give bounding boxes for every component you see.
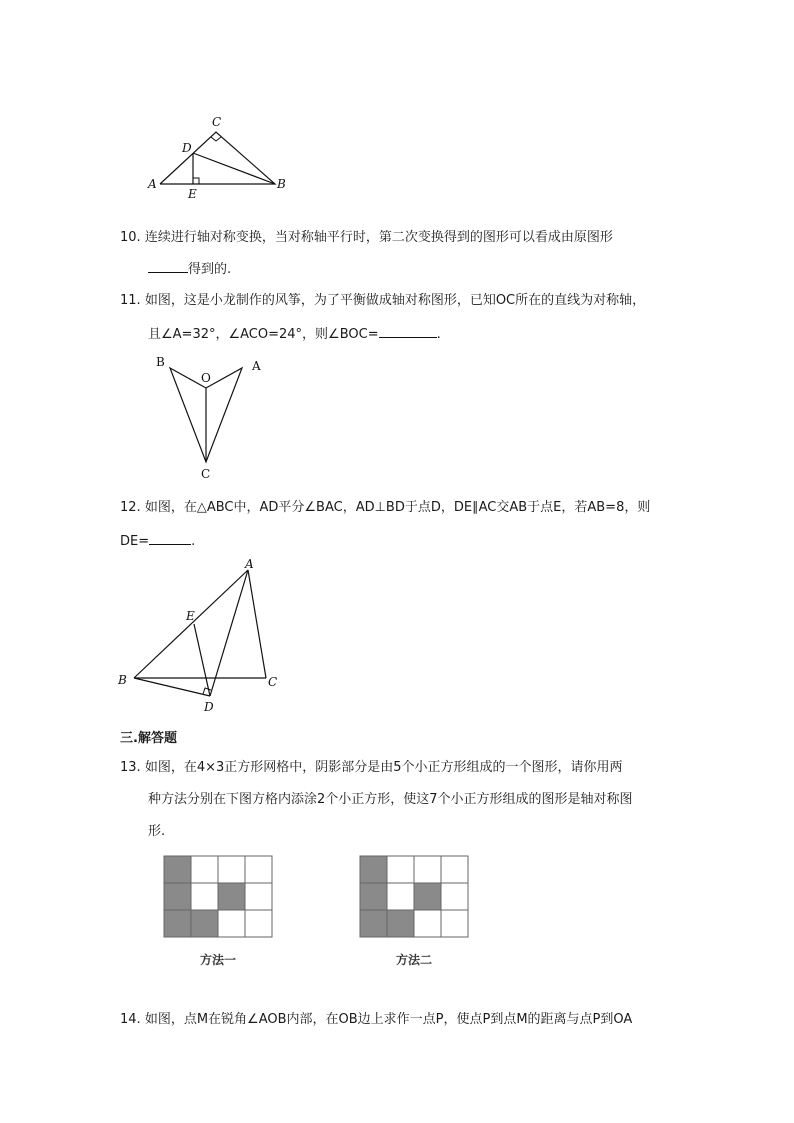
grid-method-2: [356, 852, 476, 972]
q12-line1: [120, 498, 650, 518]
q12-answer-blank[interactable]: [149, 530, 191, 545]
triangle-figure-q9: [140, 108, 300, 203]
q11-number: 11.: [120, 293, 141, 308]
grid-cell[interactable]: [245, 910, 272, 937]
grid-caption: 方法二: [395, 953, 433, 967]
grid-cell[interactable]: [387, 856, 414, 883]
q13-line2: [148, 790, 633, 810]
grid-cell[interactable]: [191, 883, 218, 910]
grid-cell[interactable]: [191, 910, 218, 937]
grid-method-1: [160, 852, 280, 972]
grid-cell[interactable]: [218, 910, 245, 937]
grid-cell[interactable]: [414, 910, 441, 937]
q10-line2: [148, 258, 231, 280]
label-D: D: [204, 700, 214, 714]
q11-text2: 且∠A=32°，∠ACO=24°，则∠BOC=: [148, 327, 379, 342]
q13-line3: [148, 822, 165, 842]
q12-line2: [120, 530, 195, 552]
label-D: D: [182, 141, 192, 155]
grid-cell[interactable]: [191, 856, 218, 883]
q10-text: 连续进行轴对称变换，当对称轴平行时，第二次变换得到的图形可以看成由原图形: [144, 230, 613, 245]
label-B: B: [277, 177, 286, 191]
label-C: C: [212, 115, 222, 129]
grid-cell[interactable]: [360, 883, 387, 910]
q11-line2: [148, 323, 441, 345]
q14-number: 14.: [120, 1012, 141, 1027]
label-C: C: [268, 675, 278, 689]
grid-cell[interactable]: [441, 856, 468, 883]
grid-cell[interactable]: [164, 883, 191, 910]
label-A: A: [148, 177, 157, 191]
grid-caption: 方法一: [199, 953, 237, 967]
grid-cell[interactable]: [360, 910, 387, 937]
q13-number: 13.: [120, 760, 141, 775]
grid-cell[interactable]: [164, 856, 191, 883]
label-O: O: [201, 371, 211, 385]
label-A: A: [245, 557, 254, 571]
label-E: E: [188, 187, 197, 201]
grid-cell[interactable]: [245, 883, 272, 910]
grid-cell[interactable]: [218, 856, 245, 883]
grid-cell[interactable]: [387, 910, 414, 937]
section-heading: 三.解答题: [120, 731, 177, 746]
q11-text: 如图，这是小龙制作的风筝，为了平衡做成轴对称图形，已知OC所在的直线为对称轴，: [144, 293, 646, 308]
grid-cell[interactable]: [360, 856, 387, 883]
grid-cell[interactable]: [245, 856, 272, 883]
q13-text: 如图，在4×3正方形网格中，阴影部分是由5个小正方形组成的一个图形，请你用两: [144, 760, 623, 775]
q12-text-end: .: [191, 534, 196, 549]
grid-cell[interactable]: [218, 883, 245, 910]
q10-line1: [120, 228, 613, 248]
label-E: E: [186, 609, 195, 623]
q14-text: 如图，点M在锐角∠AOB内部，在OB边上求作一点P，使点P到点M的距离与点P到OA: [144, 1012, 633, 1027]
triangle-figure-q12: [112, 556, 292, 716]
kite-figure-q11: [150, 350, 270, 480]
grid-cell[interactable]: [441, 883, 468, 910]
grid-cell[interactable]: [164, 910, 191, 937]
q10-number: 10.: [120, 230, 141, 245]
q11-line1: [120, 291, 645, 311]
grid-cell[interactable]: [387, 883, 414, 910]
label-A: A: [252, 359, 261, 373]
q10-text-end: 得到的.: [188, 262, 232, 277]
grid-cell[interactable]: [414, 883, 441, 910]
q12-number: 12.: [120, 500, 141, 515]
q11-text-end: .: [436, 327, 441, 342]
q12-text2: DE=: [120, 534, 150, 549]
label-B: B: [118, 673, 127, 687]
q12-text: 如图，在△ABC中，AD平分∠BAC，AD⊥BD于点D，DE∥AC交AB于点E，若AB=8，则: [144, 500, 651, 515]
q11-answer-blank[interactable]: [379, 323, 437, 338]
q14-line1: [120, 1010, 632, 1030]
label-C: C: [201, 467, 211, 480]
q13-text2: 种方法分别在下图方格内添涂2个小正方形，使这7个小正方形组成的图形是轴对称图: [148, 792, 633, 807]
q10-answer-blank[interactable]: [148, 258, 188, 273]
grid-cell[interactable]: [414, 856, 441, 883]
q13-line1: [120, 758, 623, 778]
grid-cell[interactable]: [441, 910, 468, 937]
label-B: B: [156, 355, 165, 369]
q13-text3: 形.: [148, 824, 166, 839]
